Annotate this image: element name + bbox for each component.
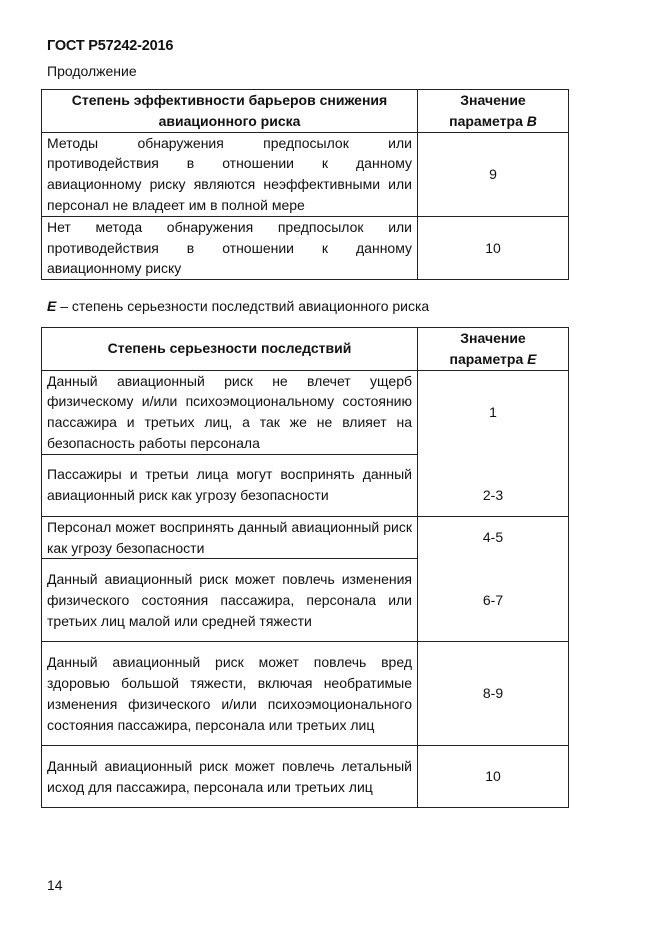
table-e-row3-value: 4-5 (418, 516, 569, 559)
table-b-header-col2-letter: B (526, 112, 537, 129)
document-header: ГОСТ Р57242-2016 (47, 38, 174, 54)
table-severity (41, 327, 569, 808)
caption-e-letter: E (47, 298, 57, 314)
table-row (42, 642, 569, 746)
table-e-row4-value: 6-7 (418, 559, 569, 642)
table-e-row5-text: Данный авиационный риск может повлечь вред здоровью большой тяжести, включая необратимые изменения физического и/или психоэмоционального состояния пассажира, персонала или третьих лиц (42, 642, 418, 746)
table-e-header-col2-line2: параметра (449, 350, 524, 367)
table-row (42, 454, 569, 516)
table-e-row6-value: 10 (418, 746, 569, 808)
table-e-row1-text: Данный авиационный риск не влечет ущерб физическому и/или психоэмоциональному состоянию пассажира и третьих лиц, а так же не влияет на безопасность работы персонала (42, 370, 418, 454)
table-b-header-col2 (418, 90, 569, 133)
table-barrier-effectiveness (41, 89, 569, 280)
table-b-header-col2-line2: параметра (449, 112, 523, 129)
table-e-header-col2-line1: Значение (460, 330, 526, 346)
table-b-row2-value: 10 (418, 216, 569, 279)
table-e-row2-value: 2-3 (418, 454, 569, 516)
table-row (42, 132, 569, 216)
table-row (42, 746, 569, 808)
table-e-row2-text: Пассажиры и третьи лица могут воспринять данный авиационный риск как угрозу безопасности (42, 454, 418, 516)
table-row (42, 516, 569, 559)
caption-e-text: – степень серьезности последствий авиационного риска (56, 298, 430, 314)
table-b-row2-text: Нет метода обнаружения предпосылок или противодействия в отношении к данному авиационному риску (42, 216, 418, 279)
table-b-row1-value: 9 (418, 132, 569, 216)
table-e-row4-text: Данный авиационный риск может повлечь изменения физического состояния пассажира, персонала или третьих лиц малой или средней тяжести (42, 559, 418, 642)
table-b-header-col2-line1: Значение (460, 92, 526, 108)
table-e-header-col1: Степень серьезности последствий (42, 328, 418, 371)
table-row (42, 216, 569, 279)
table-e-row5-value: 8-9 (418, 642, 569, 746)
table-e-header-col2 (418, 328, 569, 371)
table-row (42, 559, 569, 642)
table-e-row1-value: 1 (418, 370, 569, 454)
table-b-row1-text: Методы обнаружения предпосылок или противодействия в отношении к данному авиационному риску являются неэффективными или персонал не владеет им в полной мере (42, 132, 418, 216)
table-b-header-col1: Степень эффективности барьеров снижения авиационного риска (42, 90, 418, 133)
caption-e (47, 298, 429, 314)
table-row (42, 370, 569, 454)
page-number: 14 (47, 877, 63, 893)
table-e-row3-text: Персонал может воспринять данный авиационный риск как угрозу безопасности (42, 516, 418, 559)
continuation-label: Продолжение (47, 63, 137, 79)
table-e-header-col2-letter: E (527, 350, 537, 367)
table-e-row6-text: Данный авиационный риск может повлечь летальный исход для пассажира, персонала или третьих лиц (42, 746, 418, 808)
